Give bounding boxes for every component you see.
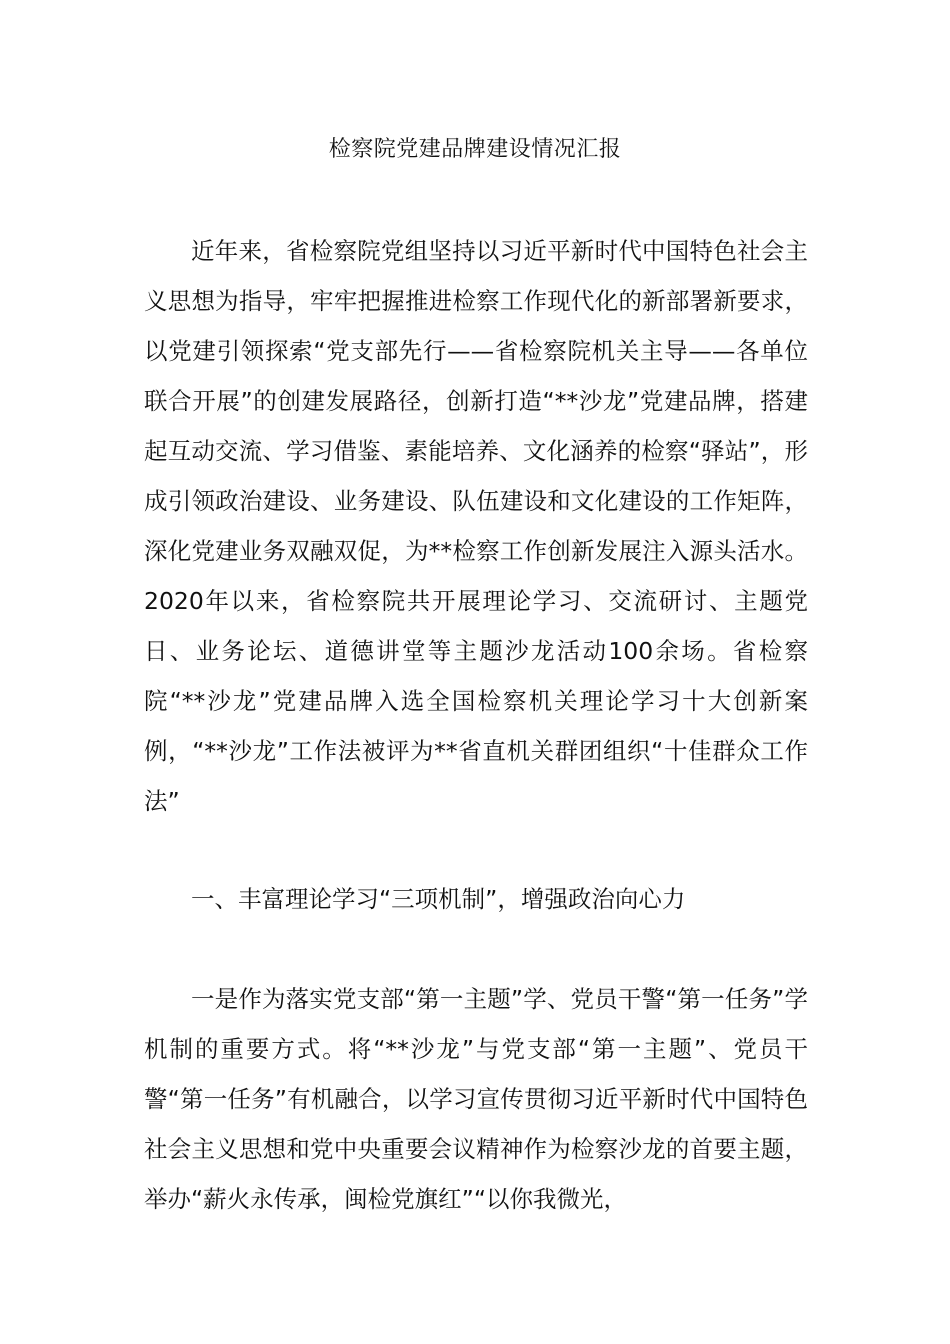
intro-paragraph: 近年来，省检察院党组坚持以习近平新时代中国特色社会主义思想为指导，牢牢把握推进检察工作现代化的新部署新要求，以党建引领探索“党支部先行——省检察院机关主导——各单位联合开展”的创建发展路径，创新打造“**沙龙”党建品牌，搭建起互动交流、学习借鉴、素能培养、文化涵养的检察“驿站”，形成引领政治建设、业务建设、队伍建设和文化建设的工作矩阵，深化党建业务双融双促，为**检察工作创新发展注入源头活水。2020年以来，省检察院共开展理论学习、交流研讨、主题党日、业务论坛、道德讲堂等主题沙龙活动100余场。省检察院“**沙龙”党建品牌入选全国检察机关理论学习十大创新案例，“**沙龙”工作法被评为**省直机关群团组织“十佳群众工作法” [144, 237, 808, 815]
section-paragraph: 一是作为落实党支部“第一主题”学、党员干警“第一任务”学机制的重要方式。将“**沙龙”与党支部“第一主题”、党员干警“第一任务”有机融合，以学习宣传贯彻习近平新时代中国特色社会主义思想和党中央重要会议精神作为检察沙龙的首要主题，举办“薪火永传承，闽检党旗红”“以你我微光， [144, 985, 808, 1213]
document-title: 检察院党建品牌建设情况汇报 [328, 137, 622, 162]
section-heading: 一、丰富理论学习“三项机制”，增强政治向心力 [191, 885, 686, 913]
